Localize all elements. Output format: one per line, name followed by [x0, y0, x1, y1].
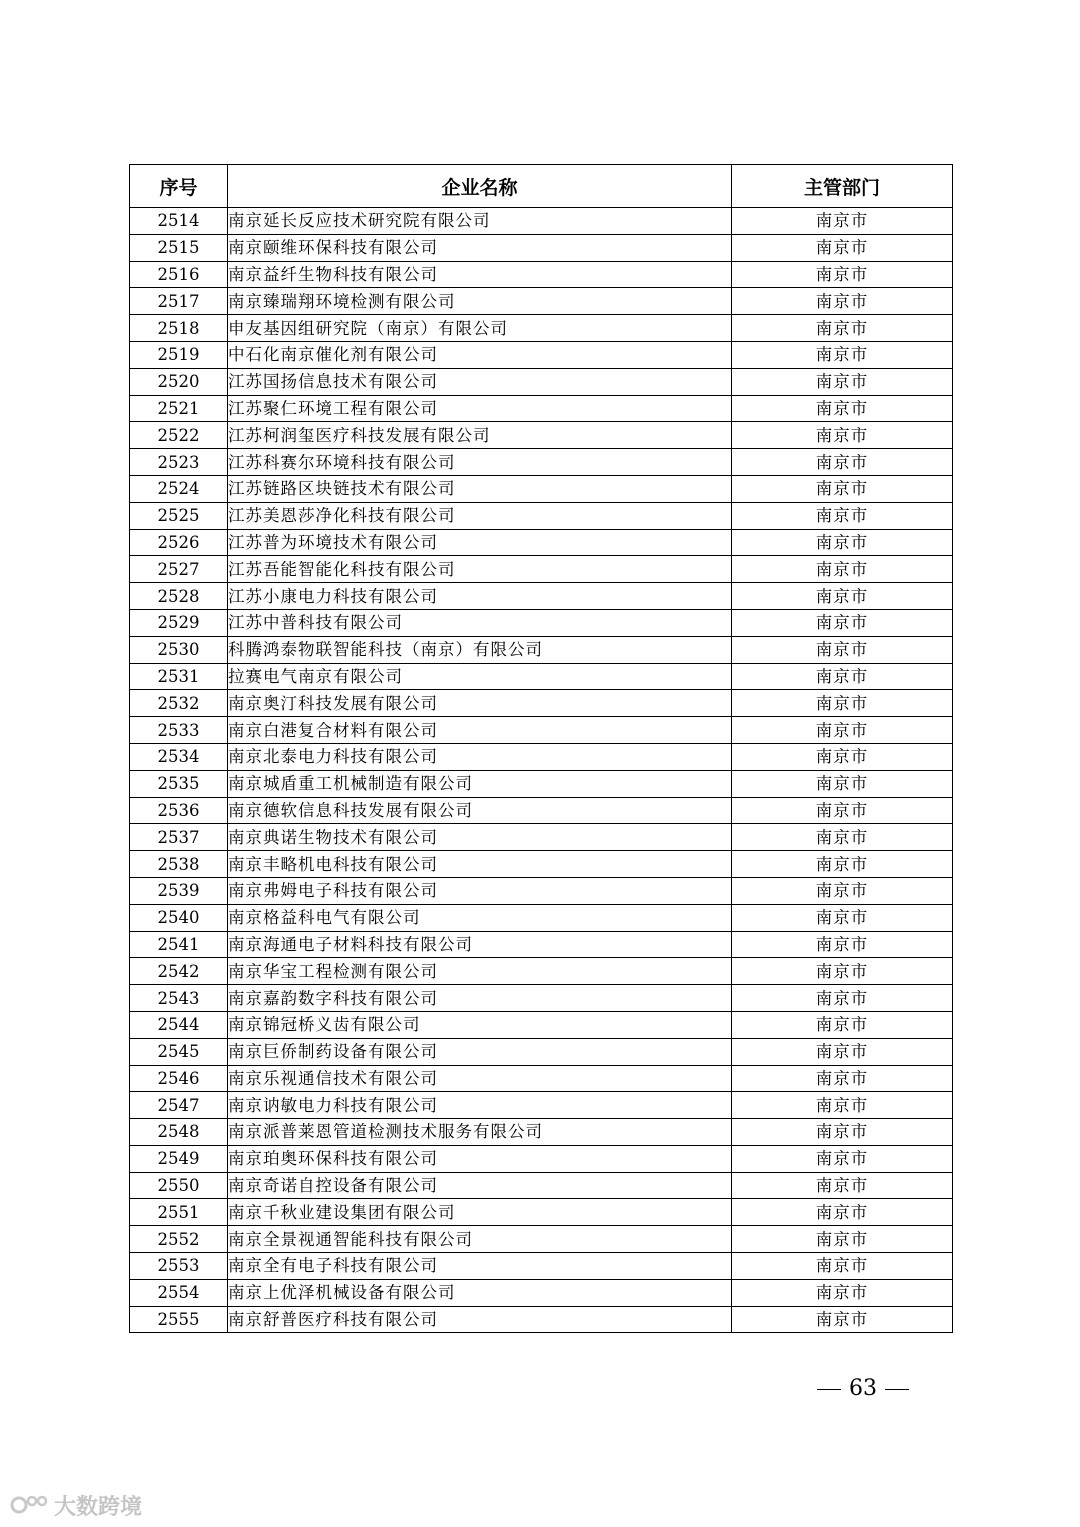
- enterprise-name-cell: 南京嘉韵数字科技有限公司: [228, 985, 732, 1012]
- page-number-right-dash: [885, 1389, 909, 1390]
- department-cell: 南京市: [732, 609, 953, 636]
- table-row: [130, 690, 953, 717]
- table-row: [130, 1038, 953, 1065]
- table-row: [130, 851, 953, 878]
- serial-number-cell: 2543: [130, 985, 228, 1012]
- enterprise-name-cell: 南京乐视通信技术有限公司: [228, 1065, 732, 1092]
- department-cell: 南京市: [732, 261, 953, 288]
- enterprise-name-cell: 南京臻瑞翔环境检测有限公司: [228, 288, 732, 315]
- table-row: [130, 609, 953, 636]
- enterprise-name-cell: 拉赛电气南京有限公司: [228, 663, 732, 690]
- department-cell: 南京市: [732, 475, 953, 502]
- department-cell: 南京市: [732, 824, 953, 851]
- serial-number-cell: 2537: [130, 824, 228, 851]
- table-row: [130, 877, 953, 904]
- table-row: [130, 985, 953, 1012]
- table-row: [130, 556, 953, 583]
- serial-number-cell: 2542: [130, 958, 228, 985]
- serial-number-cell: 2549: [130, 1145, 228, 1172]
- table-row: [130, 234, 953, 261]
- department-cell: 南京市: [732, 1306, 953, 1333]
- table-row: [130, 422, 953, 449]
- serial-number-cell: 2545: [130, 1038, 228, 1065]
- watermark-text: 大数跨境: [54, 1494, 143, 1520]
- watermark: [10, 1489, 142, 1521]
- enterprise-name-cell: 南京上优泽机械设备有限公司: [228, 1279, 732, 1306]
- enterprise-name-cell: 南京格益科电气有限公司: [228, 904, 732, 931]
- table-row: [130, 341, 953, 368]
- enterprise-name-cell: 江苏美恩莎净化科技有限公司: [228, 502, 732, 529]
- enterprise-name-cell: 江苏国扬信息技术有限公司: [228, 368, 732, 395]
- serial-number-cell: 2514: [130, 208, 228, 235]
- department-cell: 南京市: [732, 556, 953, 583]
- enterprise-name-cell: 南京奥汀科技发展有限公司: [228, 690, 732, 717]
- department-cell: 南京市: [732, 583, 953, 610]
- department-cell: 南京市: [732, 877, 953, 904]
- serial-number-cell: 2552: [130, 1226, 228, 1253]
- enterprise-name-cell: 江苏小康电力科技有限公司: [228, 583, 732, 610]
- table-row: [130, 743, 953, 770]
- enterprise-name-cell: 南京华宝工程检测有限公司: [228, 958, 732, 985]
- department-cell: 南京市: [732, 1226, 953, 1253]
- serial-number-cell: 2538: [130, 851, 228, 878]
- table-row: [130, 958, 953, 985]
- table-row: [130, 1199, 953, 1226]
- enterprise-name-cell: 申友基因组研究院（南京）有限公司: [228, 315, 732, 342]
- table-row: [130, 1092, 953, 1119]
- header-serial-number: 序号: [130, 165, 228, 208]
- department-cell: 南京市: [732, 1092, 953, 1119]
- table-row: [130, 1306, 953, 1333]
- serial-number-cell: 2534: [130, 743, 228, 770]
- enterprise-name-cell: 南京德软信息科技发展有限公司: [228, 797, 732, 824]
- table-row: [130, 368, 953, 395]
- table-header-row: [130, 165, 953, 208]
- table-row: [130, 475, 953, 502]
- department-cell: 南京市: [732, 1253, 953, 1280]
- department-cell: 南京市: [732, 529, 953, 556]
- serial-number-cell: 2524: [130, 475, 228, 502]
- enterprise-name-cell: 南京颐维环保科技有限公司: [228, 234, 732, 261]
- department-cell: 南京市: [732, 743, 953, 770]
- department-cell: 南京市: [732, 368, 953, 395]
- enterprise-name-cell: 江苏链路区块链技术有限公司: [228, 475, 732, 502]
- enterprise-name-cell: 南京全有电子科技有限公司: [228, 1253, 732, 1280]
- department-cell: 南京市: [732, 341, 953, 368]
- department-cell: 南京市: [732, 234, 953, 261]
- enterprise-name-cell: 南京益纤生物科技有限公司: [228, 261, 732, 288]
- department-cell: 南京市: [732, 636, 953, 663]
- serial-number-cell: 2522: [130, 422, 228, 449]
- department-cell: 南京市: [732, 395, 953, 422]
- department-cell: 南京市: [732, 931, 953, 958]
- serial-number-cell: 2525: [130, 502, 228, 529]
- table-row: [130, 824, 953, 851]
- watermark-logo-icon: [10, 1492, 50, 1518]
- table-row: [130, 904, 953, 931]
- department-cell: 南京市: [732, 1119, 953, 1146]
- enterprise-name-cell: 江苏柯润玺医疗科技发展有限公司: [228, 422, 732, 449]
- serial-number-cell: 2527: [130, 556, 228, 583]
- serial-number-cell: 2523: [130, 449, 228, 476]
- enterprise-name-cell: 南京白港复合材料有限公司: [228, 717, 732, 744]
- table-row: [130, 1279, 953, 1306]
- serial-number-cell: 2535: [130, 770, 228, 797]
- enterprise-name-cell: 江苏科赛尔环境科技有限公司: [228, 449, 732, 476]
- table-row: [130, 1011, 953, 1038]
- table-row: [130, 529, 953, 556]
- enterprise-name-cell: 南京典诺生物技术有限公司: [228, 824, 732, 851]
- table-body: [130, 208, 953, 1333]
- table-row: [130, 261, 953, 288]
- department-cell: 南京市: [732, 208, 953, 235]
- serial-number-cell: 2544: [130, 1011, 228, 1038]
- serial-number-cell: 2515: [130, 234, 228, 261]
- department-cell: 南京市: [732, 1038, 953, 1065]
- serial-number-cell: 2541: [130, 931, 228, 958]
- enterprise-name-cell: 南京城盾重工机械制造有限公司: [228, 770, 732, 797]
- table-row: [130, 1172, 953, 1199]
- enterprise-name-cell: 南京锦冠桥义齿有限公司: [228, 1011, 732, 1038]
- serial-number-cell: 2520: [130, 368, 228, 395]
- table-row: [130, 395, 953, 422]
- enterprise-name-cell: 南京弗姆电子科技有限公司: [228, 877, 732, 904]
- table-row: [130, 315, 953, 342]
- serial-number-cell: 2531: [130, 663, 228, 690]
- page-number: [808, 1376, 918, 1401]
- department-cell: 南京市: [732, 422, 953, 449]
- department-cell: 南京市: [732, 663, 953, 690]
- department-cell: 南京市: [732, 449, 953, 476]
- serial-number-cell: 2533: [130, 717, 228, 744]
- enterprise-name-cell: 南京千秋业建设集团有限公司: [228, 1199, 732, 1226]
- department-cell: 南京市: [732, 1145, 953, 1172]
- table-row: [130, 770, 953, 797]
- table-row: [130, 931, 953, 958]
- serial-number-cell: 2516: [130, 261, 228, 288]
- table-row: [130, 797, 953, 824]
- department-cell: 南京市: [732, 1011, 953, 1038]
- department-cell: 南京市: [732, 288, 953, 315]
- table-row: [130, 636, 953, 663]
- enterprise-name-cell: 南京舒普医疗科技有限公司: [228, 1306, 732, 1333]
- serial-number-cell: 2554: [130, 1279, 228, 1306]
- page-number-value: 63: [849, 1376, 877, 1401]
- enterprise-name-cell: 江苏普为环境技术有限公司: [228, 529, 732, 556]
- table-row: [130, 288, 953, 315]
- serial-number-cell: 2548: [130, 1119, 228, 1146]
- table-row: [130, 663, 953, 690]
- table-row: [130, 449, 953, 476]
- serial-number-cell: 2539: [130, 877, 228, 904]
- serial-number-cell: 2550: [130, 1172, 228, 1199]
- department-cell: 南京市: [732, 1279, 953, 1306]
- serial-number-cell: 2547: [130, 1092, 228, 1119]
- table-row: [130, 1226, 953, 1253]
- enterprise-name-cell: 江苏中普科技有限公司: [228, 609, 732, 636]
- table-row: [130, 208, 953, 235]
- department-cell: 南京市: [732, 690, 953, 717]
- header-enterprise-name: 企业名称: [228, 165, 732, 208]
- table-row: [130, 1065, 953, 1092]
- enterprise-name-cell: 南京延长反应技术研究院有限公司: [228, 208, 732, 235]
- enterprise-name-cell: 江苏聚仁环境工程有限公司: [228, 395, 732, 422]
- enterprise-name-cell: 南京奇诺自控设备有限公司: [228, 1172, 732, 1199]
- enterprise-name-cell: 中石化南京催化剂有限公司: [228, 341, 732, 368]
- department-cell: 南京市: [732, 315, 953, 342]
- enterprise-name-cell: 南京讷敏电力科技有限公司: [228, 1092, 732, 1119]
- enterprise-name-cell: 南京海通电子材料科技有限公司: [228, 931, 732, 958]
- serial-number-cell: 2536: [130, 797, 228, 824]
- serial-number-cell: 2529: [130, 609, 228, 636]
- enterprise-name-cell: 科腾鸿泰物联智能科技（南京）有限公司: [228, 636, 732, 663]
- enterprise-name-cell: 南京派普莱恩管道检测技术服务有限公司: [228, 1119, 732, 1146]
- enterprise-name-cell: 南京全景视通智能科技有限公司: [228, 1226, 732, 1253]
- enterprise-name-cell: 南京北泰电力科技有限公司: [228, 743, 732, 770]
- department-cell: 南京市: [732, 985, 953, 1012]
- serial-number-cell: 2553: [130, 1253, 228, 1280]
- department-cell: 南京市: [732, 797, 953, 824]
- table-row: [130, 583, 953, 610]
- table-row: [130, 1119, 953, 1146]
- department-cell: 南京市: [732, 770, 953, 797]
- enterprise-name-cell: 南京丰略机电科技有限公司: [228, 851, 732, 878]
- enterprise-name-cell: 南京珀奥环保科技有限公司: [228, 1145, 732, 1172]
- serial-number-cell: 2540: [130, 904, 228, 931]
- department-cell: 南京市: [732, 1172, 953, 1199]
- table-row: [130, 1145, 953, 1172]
- department-cell: 南京市: [732, 958, 953, 985]
- table-row: [130, 717, 953, 744]
- enterprise-table: [129, 164, 953, 1333]
- department-cell: 南京市: [732, 717, 953, 744]
- table-row: [130, 1253, 953, 1280]
- serial-number-cell: 2518: [130, 315, 228, 342]
- serial-number-cell: 2521: [130, 395, 228, 422]
- department-cell: 南京市: [732, 1199, 953, 1226]
- serial-number-cell: 2555: [130, 1306, 228, 1333]
- serial-number-cell: 2519: [130, 341, 228, 368]
- serial-number-cell: 2546: [130, 1065, 228, 1092]
- serial-number-cell: 2551: [130, 1199, 228, 1226]
- serial-number-cell: 2517: [130, 288, 228, 315]
- enterprise-name-cell: 江苏吾能智能化科技有限公司: [228, 556, 732, 583]
- serial-number-cell: 2532: [130, 690, 228, 717]
- enterprise-name-cell: 南京巨侨制药设备有限公司: [228, 1038, 732, 1065]
- table-row: [130, 502, 953, 529]
- header-department: 主管部门: [732, 165, 953, 208]
- department-cell: 南京市: [732, 904, 953, 931]
- serial-number-cell: 2526: [130, 529, 228, 556]
- serial-number-cell: 2530: [130, 636, 228, 663]
- department-cell: 南京市: [732, 851, 953, 878]
- department-cell: 南京市: [732, 502, 953, 529]
- serial-number-cell: 2528: [130, 583, 228, 610]
- page-number-left-dash: [817, 1389, 841, 1390]
- department-cell: 南京市: [732, 1065, 953, 1092]
